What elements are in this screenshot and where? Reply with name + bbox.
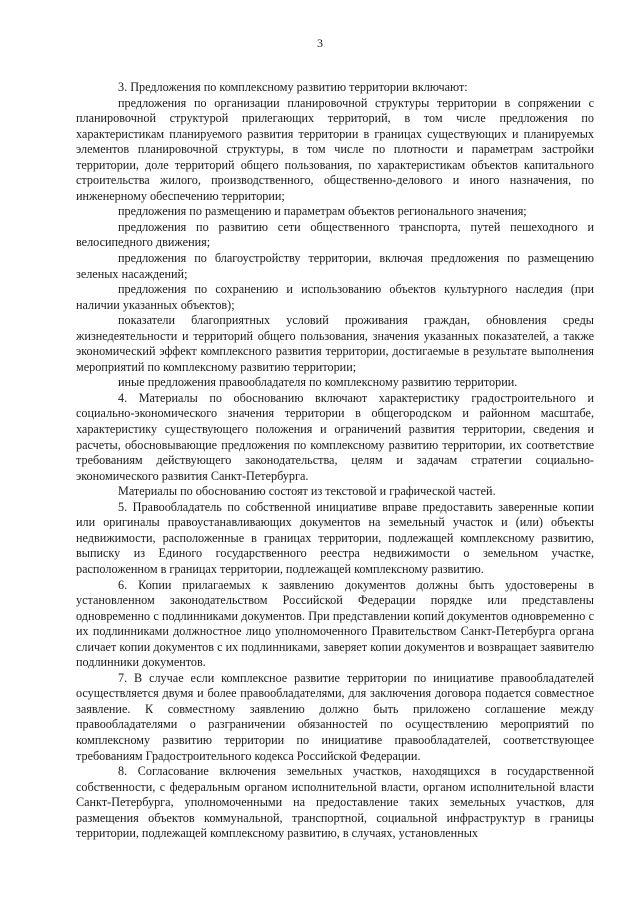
paragraph-section-7-joint-application: 7. В случае если комплексное развитие территории по инициативе правообладателей осуществляется двумя и более правообладателями, для заключения договора подается совместное заявление. К совместному заявлению должно быть приложено соглашение между правообладателями о разграничении обязанностей по осуществлению мероприятий по комплексному развитию территории по инициативе правообладателей, соответствующее требованиям Градостроительного кодекса Российской Федерации. bbox=[76, 670, 594, 763]
paragraph-regional-objects: предложения по размещению и параметрам объектов регионального значения; bbox=[118, 204, 527, 219]
paragraph-justification-parts: Материалы по обоснованию состоят из текстовой и графической частей. bbox=[118, 484, 496, 499]
paragraph-landscaping: предложения по благоустройству территории, включая предложения по размещению зеленых насаждений; bbox=[76, 251, 594, 281]
paragraph-other-proposals: иные предложения правообладателя по комплексному развитию территории. bbox=[118, 375, 518, 390]
paragraph-living-conditions: показатели благоприятных условий проживания граждан, обновления среды жизнедеятельности и территорий общего пользования, значения указанных показателей, а также экономический эффект комплексного развития территории, достигаемые в результате выполнения мероприятий по комплексному развитию территории; bbox=[76, 313, 594, 374]
paragraph-section-8-land-plots: 8. Согласование включения земельных участков, находящихся в государственной собственности, с федеральным органом исполнительной власти, органом исполнительной власти Санкт-Петербурга, уполномоченными на предоставление таких земельных участков, для размещения объектов коммунальной, транспортной, социальной инфраструктур в границы территории, подлежащей комплексному развитию, в случаях, установленных bbox=[76, 764, 594, 841]
paragraph-public-transport: предложения по развитию сети общественного транспорта, путей пешеходного и велосипедного движения; bbox=[76, 219, 594, 250]
document-body bbox=[76, 80, 594, 842]
paragraph-cultural-heritage: предложения по сохранению и использованию объектов культурного наследия (при наличии указанных объектов); bbox=[76, 282, 594, 312]
paragraph-section-5-documents: 5. Правообладатель по собственной инициативе вправе предоставить заверенные копии или оригиналы правоустанавливающих документов на земельный участок и (или) объекты недвижимости, расположенные в границах территории, подлежащей комплексному развитию, выписку из Единого государственного реестра недвижимости о земельном участке, расположенном в границах территории, подлежащей комплексному развитию. bbox=[76, 499, 594, 576]
paragraph-planning-structure: предложения по организации планировочной структуры территории в сопряжении с планировочной структурой прилегающих территорий, в том числе предложения по характеристикам планируемого развития территории в границах существующих и планируемых элементов планировочной структуры, в том числе по плотности и параметрам застройки территории, доле территорий общего пользования, по характеристикам объектов капитального строительства жилого, производственного, общественно-делового и иного назначения, по инженерному обеспечению территории; bbox=[76, 95, 594, 203]
page-number: 3 bbox=[317, 36, 323, 50]
paragraph-section-6-copies: 6. Копии прилагаемых к заявлению документов должны быть удостоверены в установленном законодательством Российской Федерации порядке или представлены одновременно с подлинниками документов. При представлении копий документов одновременно с их подлинниками должностное лицо уполномоченного Правительством Санкт-Петербурга органа сличает копии документов с их подлинниками, заверяет копии документов и возвращает заявителю подлинники документов. bbox=[76, 577, 594, 670]
paragraph-section-4-justification: 4. Материалы по обоснованию включают характеристику градостроительного и социально-экономического значения территории в общегородском и районном масштабе, характеристику существующего положения и ограничений развития территории, сведения и расчеты, обосновывающие предложения по комплексному развитию территории, их соответствие требованиям действующего законодательства, целям и задачам стратегии социально-экономического развития Санкт-Петербурга. bbox=[76, 390, 594, 483]
paragraph-section-3-intro: 3. Предложения по комплексному развитию территории включают: bbox=[118, 80, 468, 94]
